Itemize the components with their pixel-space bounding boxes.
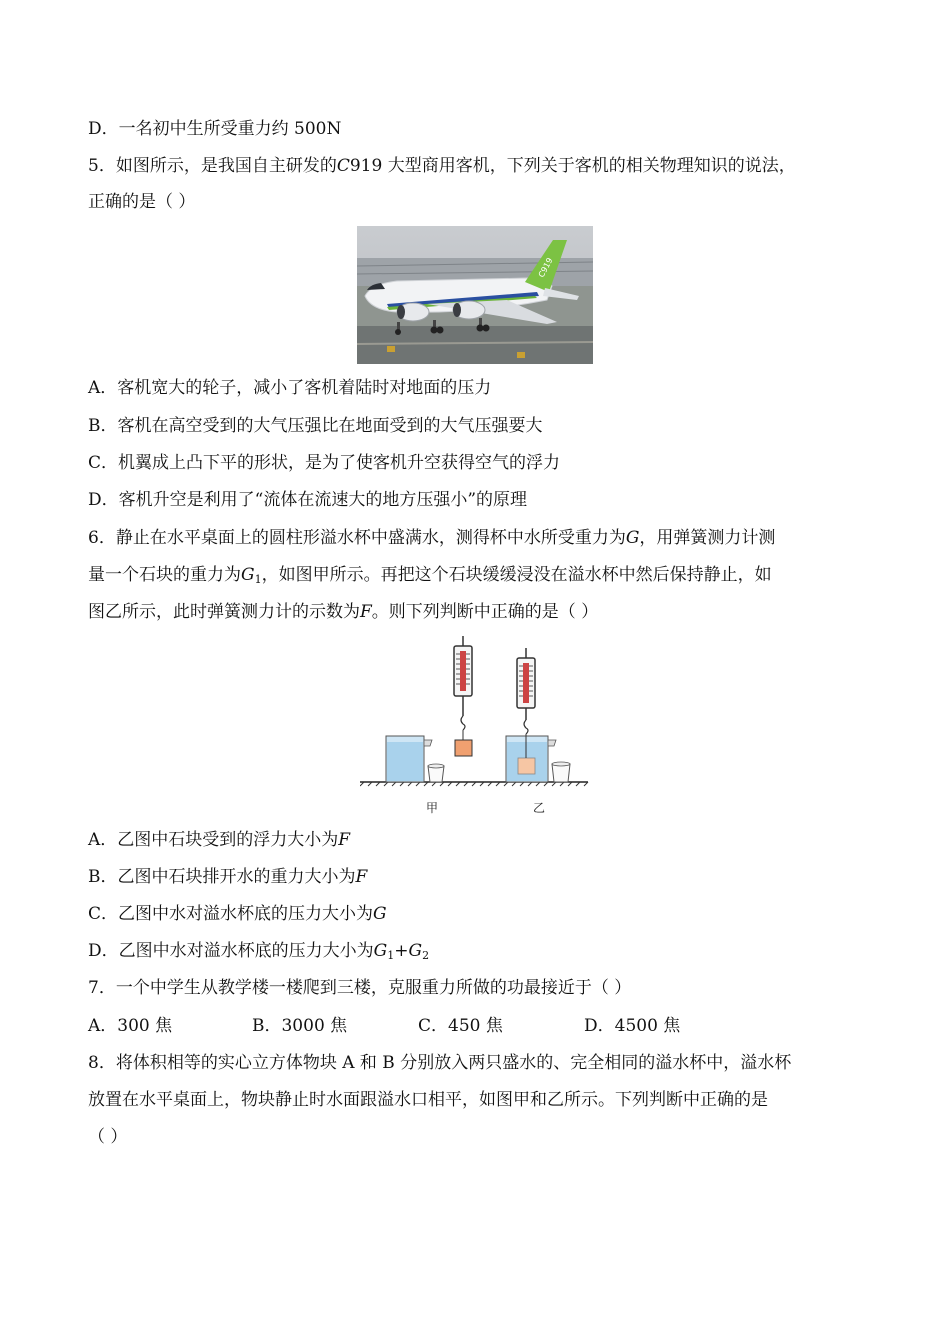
label-yi: 乙 [533,801,546,815]
q6-optd-g2: G [408,941,423,961]
q6-option-b [88,866,367,888]
q6-optd-plus: + [394,941,409,961]
q6-optb-text: B．乙图中石块排开水的重力大小为 [88,867,356,887]
q5-stem-line2: 正确的是（ ） [88,192,196,212]
q7-option-b: B．3000 焦 [252,1016,348,1036]
c919-tail-text: C919 [536,256,555,279]
q8-stem-line2: 放置在水平桌面上，物块静止时水面跟溢水口相平，如图甲和乙所示。下列判断中正确的是 [88,1090,768,1110]
q6-l3-part1: 图乙所示，此时弹簧测力计的示数为 [88,602,360,622]
spring-scale-jia [454,636,472,756]
q6-l1-part2: ，用弹簧测力计测 [639,528,776,548]
q5-stem-part2: 919 大型商用客机，下列关于客机的相关物理知识的说法， [349,156,796,176]
q6-option-c [88,903,387,925]
cup-yi [506,736,556,782]
q6-l2-part2: ，如图甲所示。再把这个石块缓缓浸没在溢水杯中然后保持静止，如 [261,565,772,585]
spring-scale-overflow-cup-diagram [360,636,592,822]
q6-l1-part1: 6．静止在水平桌面上的圆柱形溢水杯中盛满水，测得杯中水所受重力为 [88,528,626,548]
q6-l3-f: F [360,602,372,622]
q6-opta-text: A．乙图中石块受到的浮力大小为 [88,830,339,850]
q5-option-b: B．客机在高空受到的大气压强比在地面受到的大气压强要大 [88,416,543,436]
q5-option-c: C．机翼成上凸下平的形状，是为了使客机升空获得空气的浮力 [88,453,561,473]
q6-optd-g1: G [373,941,388,961]
q6-optd-text: D．乙图中水对溢水杯底的压力大小为 [88,941,374,961]
c919-airplane-photo [357,226,593,364]
q6-l2-part1: 量一个石块的重力为 [88,565,241,585]
q7-option-c: C．450 焦 [418,1016,503,1036]
q6-optc-text: C．乙图中水对溢水杯底的压力大小为 [88,904,374,924]
q6-optd-sub1: 1 [387,949,395,962]
q6-optb-var: F [355,867,368,887]
q6-option-a [88,829,350,851]
q6-optc-var: G [373,904,387,924]
q6-l2-g: G [241,565,255,585]
q6-optd-sub2: 2 [422,949,430,962]
q6-l1-g: G [625,528,640,548]
q7-stem: 7．一个中学生从教学楼一楼爬到三楼，克服重力所做的功最接近于（ ） [88,978,632,998]
q6-l3-part2: 。则下列判断中正确的是（ ） [371,602,599,622]
q6-stem-line1 [88,527,775,549]
q7-option-d: D．4500 焦 [584,1016,681,1036]
label-jia: 甲 [426,801,439,815]
q5-option-a: A．客机宽大的轮子，减小了客机着陆时对地面的压力 [88,378,492,398]
q6-stem-line2 [88,564,772,591]
q6-option-d [88,940,429,967]
q6-opta-var: F [338,830,351,850]
q8-stem-line3: （ ） [88,1127,128,1147]
q6-stem-line3 [88,601,598,623]
cup-jia [386,736,432,782]
q5-stem-part1: 5．如图所示，是我国自主研发的 [88,156,337,176]
q7-options [88,1015,680,1037]
q5-stem-c: C [336,156,350,176]
q7-option-a: A．300 焦 [88,1016,173,1036]
q5-stem-line1 [88,155,796,177]
q8-stem-line1: 8．将体积相等的实心立方体物块 A 和 B 分别放入两只盛水的、完全相同的溢水杯中，溢水杯 [88,1053,792,1073]
q5-option-d: D．客机升空是利用了“流体在流速大的地方压强小”的原理 [88,490,528,510]
q6-l2-sub: 1 [254,573,262,586]
q4-option-d: D．一名初中生所受重力约 500N [88,119,342,139]
